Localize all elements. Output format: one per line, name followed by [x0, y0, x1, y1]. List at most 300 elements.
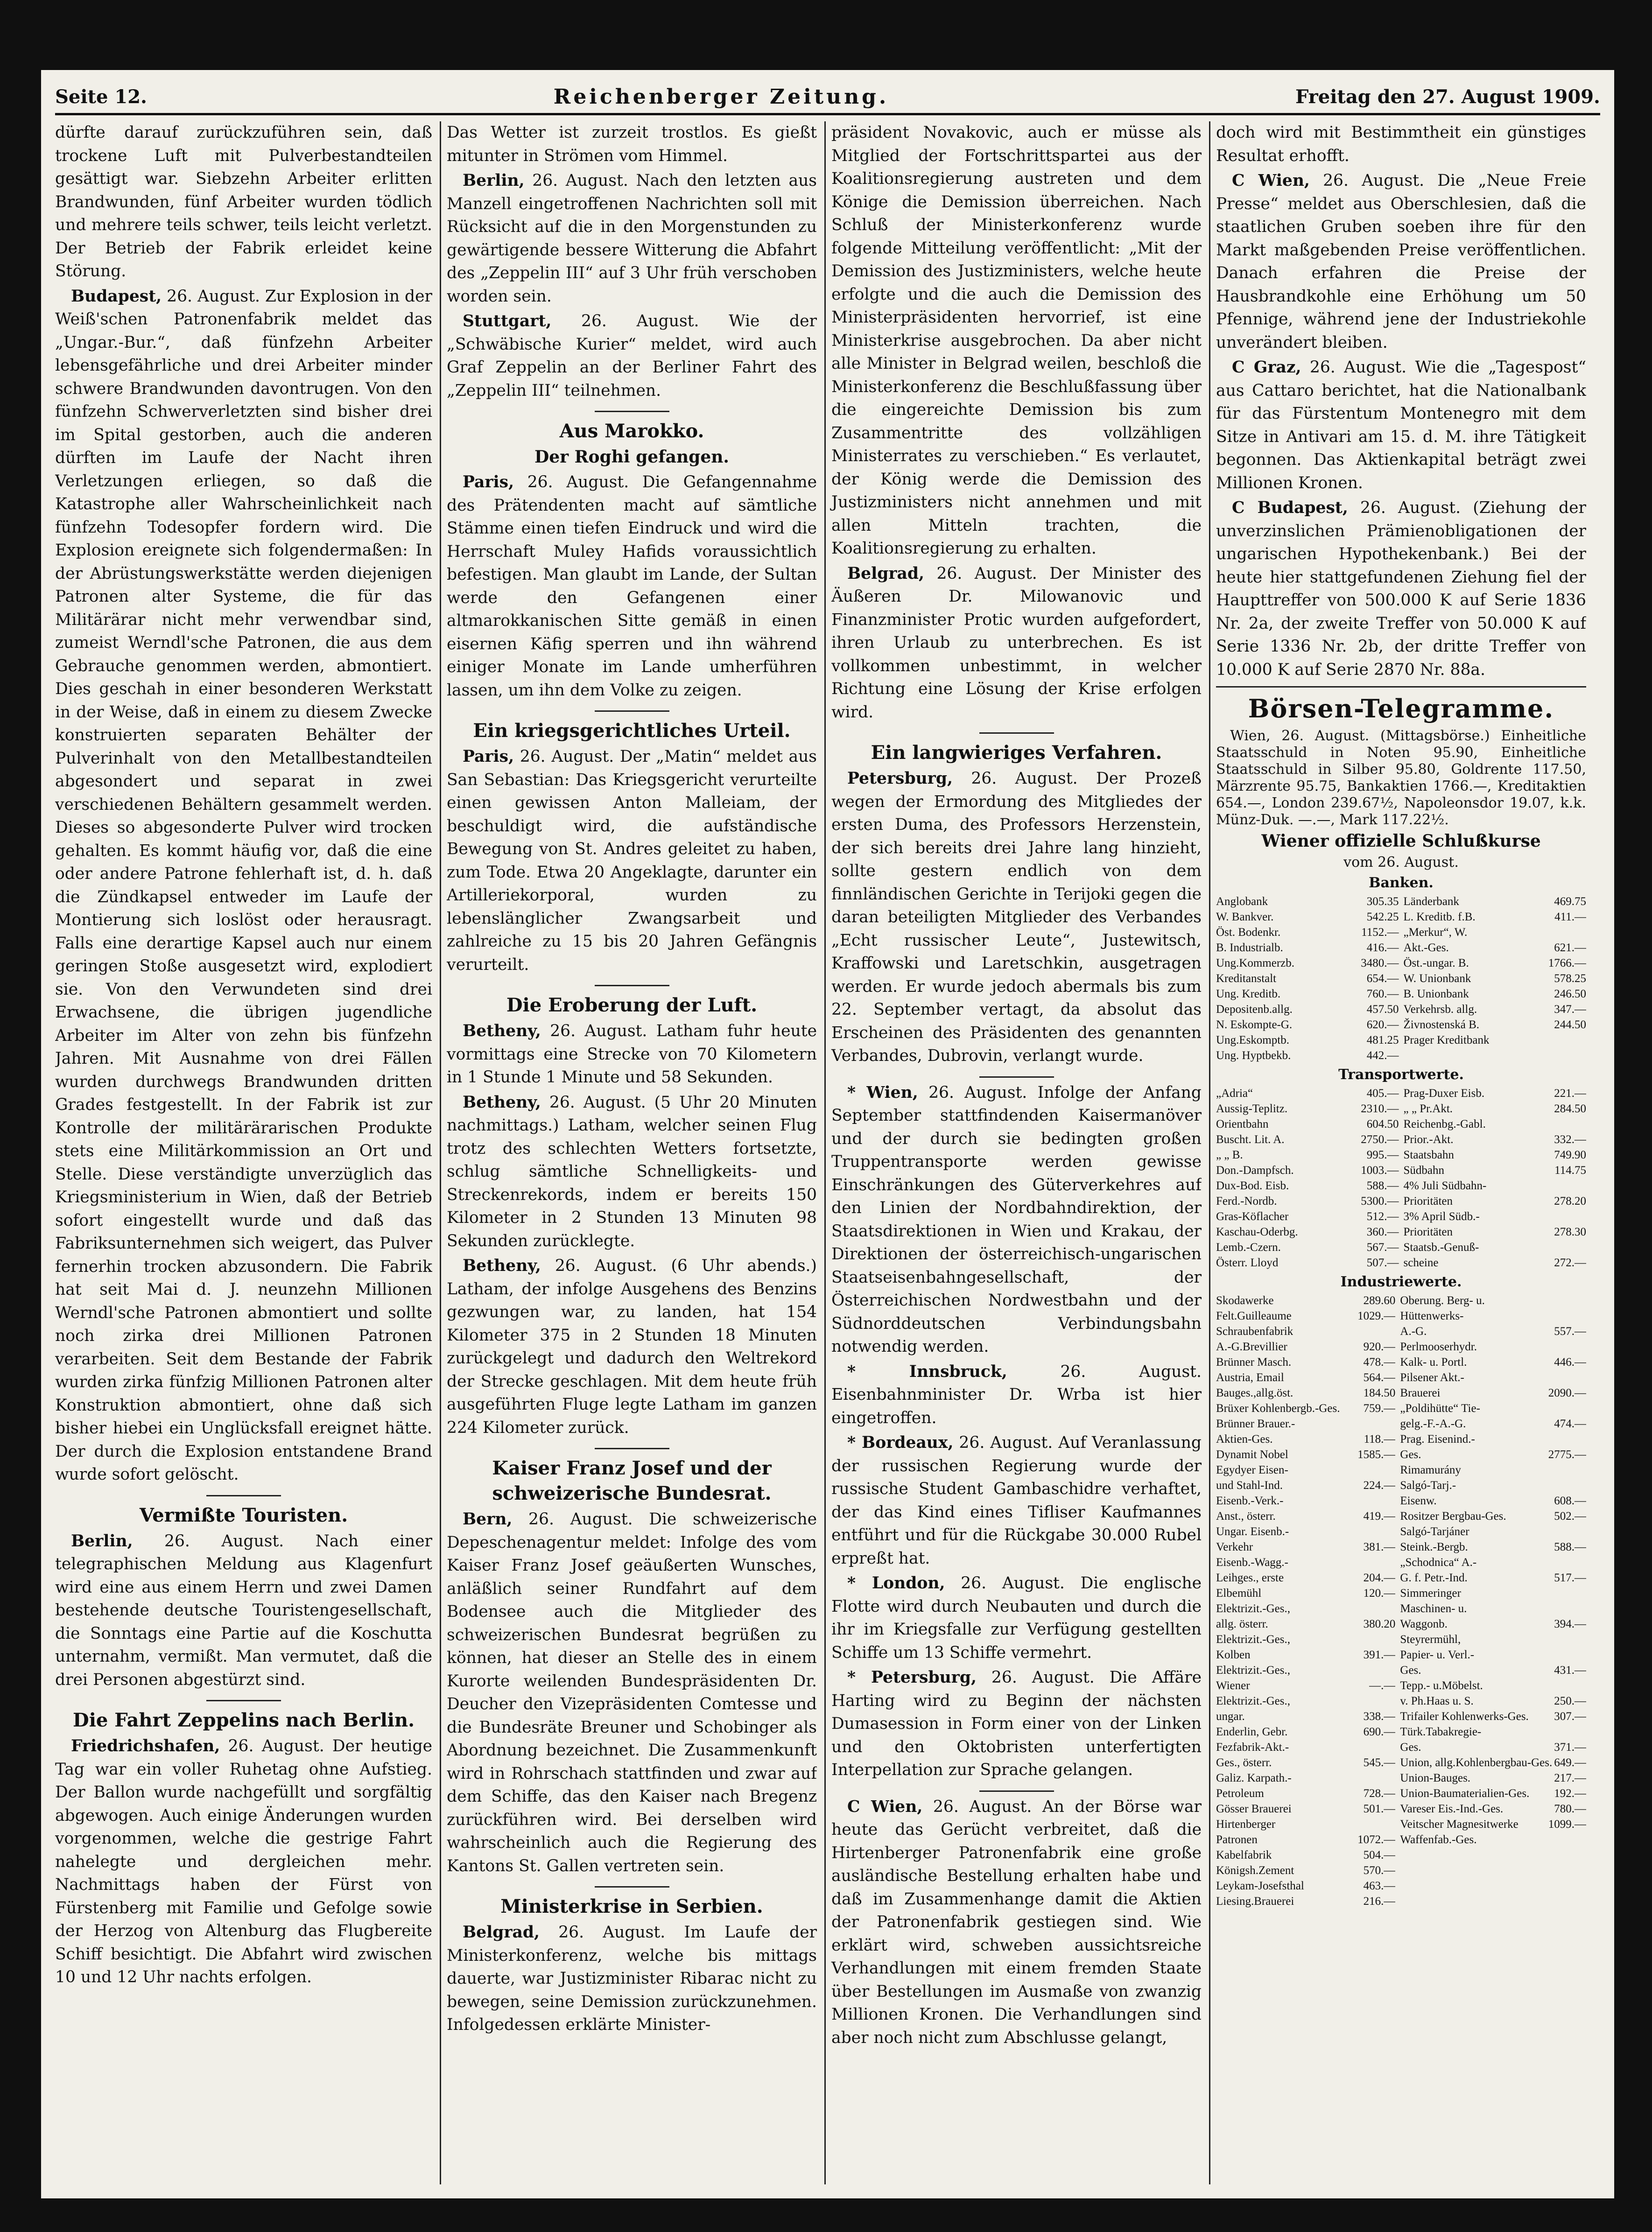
stock-row — [1400, 1570, 1586, 1586]
stock-price: 244.50 — [1554, 1018, 1586, 1031]
page-number: Seite 12. — [55, 85, 147, 108]
stock-row — [1400, 1817, 1586, 1832]
article-paragraph: Belgrad, 26. August. Im Laufe der Ministerkonferenz, welche bis mittags dauerte, war Justizminister Ribarac nicht zu bewegen, seine Demission zurückzunehmen. Infolgedessen erklärte Minister- — [447, 1923, 817, 2034]
stock-price: 604.50 — [1366, 1118, 1399, 1130]
stock-row — [1400, 1308, 1586, 1324]
stock-price: 305.35 — [1366, 895, 1399, 908]
stock-price: 338.— — [1363, 1710, 1396, 1723]
official-quotes-date: vom 26. August. — [1343, 854, 1459, 870]
stock-name: Egydyer Eisen- — [1216, 1464, 1288, 1476]
stock-name: Ung. Kreditb. — [1216, 988, 1281, 1000]
stock-price: —.— — [1369, 1679, 1396, 1692]
stock-price: 3480.— — [1361, 957, 1399, 969]
stock-price — [1584, 1240, 1586, 1255]
stock-row — [1216, 1432, 1395, 1447]
section-rule — [595, 1448, 669, 1449]
article-paragraph: * Innsbruck, 26. August. Eisenbahnminister Dr. Wrba ist hier eingetroffen. — [831, 1362, 1202, 1427]
stock-name: Verkehrsb. allg. — [1403, 1003, 1477, 1016]
stock-row — [1216, 1755, 1395, 1770]
stock-row — [1404, 1178, 1587, 1193]
columns — [55, 121, 1600, 2184]
stock-name: Waggonb. — [1400, 1618, 1448, 1630]
stock-price — [1584, 1432, 1586, 1447]
article-paragraph: * London, 26. August. Die englische Flotte wird durch Neubauten und durch die ihr im Kriegsfalle zur Verfügung gestellten Schiffe um 13 Schiffe vermehrt. — [831, 1574, 1202, 1662]
stock-row — [1216, 1416, 1395, 1432]
stock-price: 371.— — [1554, 1741, 1586, 1754]
stock-name: Öst.-ungar. B. — [1403, 957, 1469, 969]
stock-row — [1216, 1555, 1395, 1570]
stock-row — [1404, 971, 1587, 986]
column-2 — [440, 121, 817, 2184]
stock-row — [1404, 940, 1587, 955]
stock-name: Ferd.-Nordb. — [1216, 1195, 1277, 1207]
article-paragraph: Friedrichshafen, 26. August. Der heutige Tag war ein voller Ruhetag ohne Aufstieg. Der Ballon wurde nachgefüllt und sorgfältig abgewogen. Auch einige Änderungen wurden vorgenommen, welche die gestrige Fahrt nahelegte und dergleichen mehr. Nachmittags haben der Fürst von Fürstenberg mit Familie und Gefolge sowie der Herzog von Altenburg das Flugbereite Schiff besichtigt. Die Abfahrt wird zwischen 10 und 12 Uhr nachts erfolgen. — [55, 1737, 432, 1986]
stock-name: Ungar. Eisenb.- — [1216, 1525, 1289, 1538]
issue-date: Freitag den 27. August 1909. — [1295, 85, 1600, 108]
stock-row — [1216, 1770, 1395, 1786]
stock-price — [1393, 1663, 1395, 1678]
stock-row — [1404, 986, 1587, 1002]
stock-price: 442.— — [1366, 1049, 1399, 1062]
stock-name: Depositenb.allg. — [1216, 1003, 1293, 1016]
stock-row — [1216, 1293, 1395, 1308]
stock-row — [1216, 1832, 1395, 1847]
stock-row — [1404, 1017, 1587, 1032]
stock-price: 557.— — [1554, 1325, 1586, 1338]
stock-row — [1216, 1324, 1395, 1339]
stock-name: Kreditanstalt — [1216, 972, 1277, 985]
stock-price: 217.— — [1554, 1772, 1586, 1784]
stock-row — [1216, 955, 1399, 971]
stock-row — [1216, 1370, 1395, 1385]
stock-row — [1400, 1601, 1586, 1616]
article-paragraph: C Budapest, 26. August. (Ziehung der unverzinslichen Prämienobligationen der ungarischen Hypothekenbank.) Bei der heute hier stattgefundenen Ziehung fiel der Haupttreffer von 500.000 K auf Serie 1836 Nr. 2a, der zweite Treffer von 50.000 K auf Serie 1336 Nr. 2b, der dritte Treffer von 10.000 K auf Serie 2870 Nr. 88a. — [1216, 498, 1586, 679]
stock-row — [1400, 1709, 1586, 1724]
dateline: Berlin, — [71, 1531, 133, 1551]
stock-price: 360.— — [1366, 1226, 1399, 1238]
stock-row — [1400, 1462, 1586, 1478]
stock-row — [1400, 1832, 1586, 1847]
stock-row — [1400, 1724, 1586, 1740]
article-paragraph: Budapest, 26. August. Zur Explosion in der Weiß'schen Patronenfabrik meldet das „Ungar.-Bur.“, daß fünfzehn Arbeiter lebensgefährliche und drei Arbeiter minder schwere Brandwunden davontrugen. Von den fünfzehn Schwerverletzten sind bisher drei im Spital gestorben, auch die anderen dürften im Laufe der Nacht ihren Verletzungen erliegen, so daß die Katastrophe aller Wahrscheinlichkeit nach fünfzehn Todesopfer fordern wird. Die Explosion ereignete sich folgendermaßen: In der Abrüstungswerkstätte werden diejenigen Patronen alter Systeme, die für das Militärärar nicht mehr verwendbar sind, zumeist Werndl'sche Patronen, die aus dem Gebrauche genommen werden, abmontiert. Dies geschah in einer besonderen Werkstatt in der Weise, daß in einem zu diesem Zwecke konstruierten separaten Behälter der Pulverinhalt von den Metallbestandteilen abgesondert und separat in zwei verschiedenen Behältern gesammelt werden. Dieses so abgesonderte Pulver wird trocken gehalten. Es kommt häufig vor, daß die eine oder andere Patrone fehlerhaft ist, d. h. daß die Zündkapsel entweder im Laufe der Montierung sich loslöst oder herausragt. Falls eine derartige Kapsel auch nur einem geringen Stoße ausgesetzt wird, explodiert sie. Von den Verwundeten sind drei Erwachsene, die übrigen jugendliche Arbeiter im Alter von zehn bis fünfzehn Jahren. Mit Ausnahme von drei Fällen wurden durchwegs Brandwunden dritten Grades festgestellt. In der Fabrik ist zur Kontrolle der militärärarischen Produkte stets eine Militärkommission an Ort und Stelle. Diese verständigte unverzüglich das Kriegsministerium in Wien, daß der Betrieb sofort eingestellt wurde und daß das Fabriksunternehmen sich weigert, das Pulver fernerhin trocken abzusondern. Die Fabrik hat seit Mai d. J. neunzehn Millionen Werndl'sche Patronen abmontiert und sollte noch zirka drei Millionen Patronen verarbeiten. Seit dem Bestande der Fabrik wurden zirka fünfzig Millionen Patronen alter Konstruktion abmontiert, ohne daß sich bisher hiebei ein Unglücksfall ereignet hätte. Der durch die Explosion entstandene Brand wurde sofort gelöscht. — [55, 287, 432, 1484]
article-paragraph: C Wien, 26. August. An der Börse war heute das Gerücht verbreitet, daß die Hirtenberger Patronenfabrik eine große ausländische Bestellung erhalten habe und daß im Zusammenhange damit die Aktien der Patronenfabrik gestiegen sind. Wie erklärt wird, schweben aussichtsreiche Verhandlungen mit einem fremden Staate über Bestellungen im Ausmaße von zwanzig Millionen Kronen. Die Verhandlungen sind aber noch nicht zum Abschlusse gelangt, — [831, 1797, 1202, 2047]
dateline: Budapest, — [71, 287, 162, 306]
stock-price: 759.— — [1363, 1402, 1396, 1415]
stock-row — [1216, 1209, 1399, 1224]
stock-name: Wiener — [1216, 1679, 1250, 1692]
stock-row — [1400, 1632, 1586, 1647]
stock-row — [1216, 1308, 1395, 1324]
stock-price — [1393, 1693, 1395, 1709]
stock-name: Lemb.-Czern. — [1216, 1241, 1281, 1254]
stock-name: Trifailer Kohlenwerks-Ges. — [1400, 1710, 1529, 1723]
stock-row — [1404, 894, 1587, 909]
stock-name: Union-Bauges. — [1400, 1772, 1471, 1784]
stock-row — [1216, 1586, 1395, 1601]
stock-row — [1404, 1224, 1587, 1240]
stock-name: Skodawerke — [1216, 1294, 1274, 1307]
section-rule — [979, 732, 1054, 734]
stock-price — [1584, 1632, 1586, 1647]
stock-row — [1216, 925, 1399, 940]
stock-name: Staatsbahn — [1403, 1149, 1454, 1161]
stock-row — [1404, 1116, 1587, 1132]
stock-price — [1393, 1555, 1395, 1570]
stock-price: 431.— — [1554, 1664, 1586, 1677]
stock-price — [1584, 1462, 1586, 1478]
stock-price — [1584, 1586, 1586, 1601]
stock-name: „Merkur“, W. — [1403, 926, 1468, 939]
stock-price: 405.— — [1366, 1087, 1399, 1100]
stock-row — [1404, 1209, 1587, 1224]
stock-row — [1216, 1447, 1395, 1462]
stock-row — [1400, 1355, 1586, 1370]
stock-price — [1584, 1401, 1586, 1416]
stock-row — [1404, 909, 1587, 925]
stock-name: Hirtenberger — [1216, 1818, 1276, 1831]
stock-price — [1584, 1555, 1586, 1570]
official-quotes-title: Wiener offizielle Schlußkurse — [1261, 831, 1541, 851]
stock-row — [1216, 1817, 1395, 1832]
stock-price: 347.— — [1554, 1003, 1586, 1016]
stock-column — [1216, 894, 1399, 1063]
article-paragraph: Das Wetter ist zurzeit trostlos. Es gießt mitunter in Strömen vom Himmel. — [447, 123, 817, 165]
stock-name: allg. österr. — [1216, 1618, 1268, 1630]
stock-category: Industriewerte. — [1340, 1274, 1462, 1290]
stock-name: W. Bankver. — [1216, 911, 1274, 923]
stock-row — [1404, 1147, 1587, 1163]
stock-name: Rimamurány — [1400, 1464, 1461, 1476]
stock-row — [1404, 955, 1587, 971]
stock-name: Tepp.- u.Möbelst. — [1400, 1679, 1483, 1692]
masthead: Reichenberger Zeitung. — [553, 84, 889, 109]
stock-price: 654.— — [1366, 972, 1399, 985]
stock-price: 1003.— — [1361, 1164, 1399, 1177]
stock-price: 289.60 — [1363, 1294, 1396, 1307]
stock-price: 1585.— — [1357, 1448, 1396, 1461]
stock-row — [1404, 1032, 1587, 1048]
dateline: Friedrichshafen, — [71, 1737, 220, 1755]
stock-price: 2750.— — [1361, 1133, 1399, 1146]
stock-name: Schraubenfabrik — [1216, 1325, 1293, 1338]
column-4-articles — [1216, 121, 1586, 681]
stock-name: Ung.Eskomptb. — [1216, 1034, 1289, 1046]
stock-name: Papier- u. Verl.- — [1400, 1649, 1475, 1661]
stock-price: 246.50 — [1554, 988, 1586, 1000]
stock-price — [1584, 1339, 1586, 1355]
stock-row — [1400, 1447, 1586, 1462]
dateline: * Petersburg, — [847, 1668, 977, 1687]
article-heading: Die Eroberung der Luft. — [506, 994, 758, 1016]
dateline: C Graz, — [1232, 358, 1301, 377]
stock-row — [1404, 1101, 1587, 1116]
stock-row — [1216, 1616, 1395, 1632]
stock-name: Kabelfabrik — [1216, 1849, 1272, 1861]
article-paragraph: doch wird mit Bestimmtheit ein günstiges Resultat erhofft. — [1216, 123, 1586, 165]
dateline: C Budapest, — [1232, 498, 1348, 517]
stock-name: Eisenw. — [1400, 1495, 1437, 1507]
stock-name: G. f. Petr.-Ind. — [1400, 1572, 1468, 1584]
stock-row — [1400, 1524, 1586, 1539]
stock-row — [1400, 1493, 1586, 1509]
stock-row — [1216, 1632, 1395, 1647]
dateline: Betheny, — [463, 1022, 541, 1040]
stock-row — [1216, 909, 1399, 925]
stock-row — [1216, 1740, 1395, 1755]
dateline: Betheny, — [463, 1093, 541, 1112]
stock-price — [1584, 925, 1586, 940]
stock-name: Ges. — [1400, 1741, 1421, 1754]
stock-price: 224.— — [1363, 1479, 1396, 1492]
stock-price — [1584, 1601, 1586, 1616]
stock-row — [1400, 1385, 1586, 1401]
stock-name: Union-Baumaterialien-Ges. — [1400, 1787, 1530, 1800]
stock-sections — [1216, 874, 1586, 1909]
stock-price — [1393, 1740, 1395, 1755]
stock-category: Transportwerte. — [1338, 1067, 1464, 1083]
stock-price — [1584, 1209, 1586, 1224]
stock-price: 507.— — [1366, 1256, 1399, 1269]
stock-name: Enderlin, Gebr. — [1216, 1726, 1288, 1738]
stock-name: Österr. Lloyd — [1216, 1256, 1279, 1269]
stock-row — [1216, 1801, 1395, 1817]
stock-row — [1216, 1493, 1395, 1509]
stock-price — [1393, 1632, 1395, 1647]
stock-category: Banken. — [1369, 875, 1434, 891]
dateline: C Wien, — [1232, 171, 1310, 190]
stock-price — [1584, 1308, 1586, 1324]
stock-name: „Schodnica“ A.- — [1400, 1556, 1477, 1569]
section-rule — [979, 1790, 1054, 1792]
section-rule — [595, 411, 669, 412]
stock-name: ungar. — [1216, 1710, 1245, 1723]
stock-row — [1216, 1678, 1395, 1693]
column-3 — [824, 121, 1202, 2184]
stock-row — [1404, 1002, 1587, 1017]
stock-row — [1216, 971, 1399, 986]
stock-name: Ges. — [1400, 1664, 1421, 1677]
stock-name: Dux-Bod. Eisb. — [1216, 1179, 1289, 1192]
dateline: Stuttgart, — [463, 312, 552, 330]
column-4 — [1209, 121, 1586, 2184]
stock-name: Brauerei — [1400, 1387, 1441, 1399]
stock-price: 542.25 — [1366, 911, 1399, 923]
stock-name: Leihges., erste — [1216, 1572, 1284, 1584]
article-paragraph: Betheny, 26. August. (6 Uhr abends.) Latham, der infolge Ausgehens des Benzins gezwungen war, zu landen, hat 154 Kilometer 375 in 2 Stunden 18 Minuten zurückgelegt und dadurch den Weltrekord der Strecke geschlagen. Mit dem heute früh ausgeführten Fluge legte Latham im ganzen 224 Kilometer zurück. — [447, 1256, 817, 1437]
stock-row — [1216, 1647, 1395, 1663]
stock-row — [1400, 1801, 1586, 1817]
stock-row — [1400, 1478, 1586, 1493]
stock-price: 995.— — [1366, 1149, 1399, 1161]
stock-name: Elektrizit.-Ges., — [1216, 1633, 1290, 1646]
stock-name: Liesing.Brauerei — [1216, 1895, 1294, 1908]
stock-row — [1216, 1002, 1399, 1017]
stock-name: Gösser Brauerei — [1216, 1803, 1292, 1815]
stock-name: Austria, Email — [1216, 1371, 1284, 1384]
article-paragraph: Bern, 26. August. Die schweizerische Depeschenagentur meldet: Infolge des vom Kaiser Franz Josef geäußerten Wunsches, anläßlich seiner Rundfahrt auf dem Bodensee auch die Mitglieder des schweizerischen Bundesrat begrüßen zu können, hat dieser an Stelle des in einem Kurorte weilenden Bundespräsidenten Dr. Deucher den Vizepräsidenten Comtesse und die Bundesräte Breuner und Schobinger als Abordnung bezeichnet. Die Zusammenkunft wird in Rohrschach stattfinden und zwar auf dem Schiffe, das den Kaiser nach Bregenz zurückführen wird. Bei derselben wird wahrscheinlich auch die Regierung des Kantons St. Gallen vertreten sein. — [447, 1510, 817, 1875]
stock-price — [1584, 1832, 1586, 1847]
stock-column — [1216, 1086, 1399, 1270]
article-paragraph: Stuttgart, 26. August. Wie der „Schwäbische Kurier“ meldet, wird auch Graf Zeppelin an der Berliner Fahrt des „Zeppelin III“ teilnehmen. — [447, 312, 817, 400]
stock-row — [1400, 1555, 1586, 1570]
stock-row — [1400, 1509, 1586, 1524]
stock-row — [1216, 1847, 1395, 1863]
stock-price: 457.50 — [1366, 1003, 1399, 1016]
stock-row — [1216, 1863, 1395, 1878]
stock-name: Prioritäten — [1403, 1195, 1453, 1207]
stock-price — [1393, 1416, 1395, 1432]
article-paragraph: Paris, 26. August. Die Gefangennahme des Prätendenten macht auf sämtliche Stämme einen tiefen Eindruck und wird die Herrschaft Muley Hafids voraussichtlich befestigen. Man glaubt im Lande, der Sultan werde den Gefangenen einer altmarokkanischen Sitte gemäß in einen eisernen Käfig sperren und ihn während einiger Monate im Lande umherführen lassen, um ihn dem Volke zu zeigen. — [447, 473, 817, 700]
stock-name: Steink.-Bergb. — [1400, 1541, 1468, 1553]
stock-name: Staatsb.-Genuß- — [1403, 1241, 1479, 1254]
stock-price: 118.— — [1364, 1433, 1396, 1446]
stock-name: Živnostenská B. — [1403, 1018, 1479, 1031]
dateline: * Bordeaux, — [847, 1433, 954, 1452]
stock-price — [1393, 1770, 1395, 1786]
dateline: * London, — [847, 1574, 945, 1593]
stock-name: Ung.Kommerzb. — [1216, 957, 1295, 969]
stock-name: N. Eskompte-G. — [1216, 1018, 1293, 1031]
stock-price: 278.20 — [1554, 1195, 1586, 1207]
stock-row — [1400, 1693, 1586, 1709]
stock-name: Öst. Bodenkr. — [1216, 926, 1281, 939]
stock-price: 216.— — [1363, 1895, 1396, 1908]
dateline: Berlin, — [463, 171, 525, 190]
stock-row — [1400, 1755, 1586, 1770]
stock-name: Petroleum — [1216, 1787, 1264, 1800]
stock-row — [1216, 1224, 1399, 1240]
dateline: * Wien, — [847, 1083, 918, 1102]
article-paragraph: Petersburg, 26. August. Der Prozeß wegen der Ermordung des Mitgliedes der ersten Duma, des Professors Herzenstein, der sich bereits drei Jahre lang hinzieht, sollte gestern endlich von dem finnländischen Gerichte in Terijoki gegen die daran beteiligten Mitglieder des Verbandes „Echt russischer Leute“, Justewitsch, Kraffowski und Laretschkin, ausgetragen werden. Er wurde jedoch abermals bis zum 22. September vertagt, da absolut das Erscheinen des Präsidenten des genannten Verbandes, Dubrovin, verlangt wurde. — [831, 769, 1202, 1065]
article-heading: Ein kriegsgerichtliches Urteil. — [473, 720, 791, 742]
stock-name: Akt.-Ges. — [1403, 941, 1449, 954]
stock-name: Prager Kreditbank — [1403, 1034, 1490, 1046]
stock-price: 749.90 — [1554, 1149, 1586, 1161]
article-paragraph: Betheny, 26. August. (5 Uhr 20 Minuten nachmittags.) Latham, welcher seinen Flug trotz des schlechten Wetters fortsetzte, schlug sämtliche Schnelligkeits- und Streckenrekords, indem er bereits 150 Kilometer in 2 Stunden 13 Minuten 98 Sekunden zurücklegte. — [447, 1093, 817, 1250]
stock-name: Leykam-Josefsthal — [1216, 1880, 1304, 1892]
divider — [1216, 686, 1586, 688]
stock-name: Simmeringer — [1400, 1587, 1461, 1600]
stock-row — [1216, 1786, 1395, 1801]
stock-row — [1216, 1539, 1395, 1555]
stock-name: Kalk- u. Portl. — [1400, 1356, 1467, 1369]
stock-name: Kaschau-Oderbg. — [1216, 1226, 1298, 1238]
dateline: C Wien, — [847, 1797, 923, 1816]
dateline: Petersburg, — [847, 769, 953, 788]
stock-row — [1216, 1178, 1399, 1193]
stock-price: 204.— — [1363, 1572, 1396, 1584]
stock-price — [1584, 1478, 1586, 1493]
stock-price: 570.— — [1363, 1864, 1396, 1877]
article-heading: Kaiser Franz Josef und der schweizerische Bundesrat. — [492, 1457, 772, 1504]
article-paragraph: Paris, 26. August. Der „Matin“ meldet aus San Sebastian: Das Kriegsgericht verurteilte einen gewissen Anton Malleiam, der beschuldigt wird, die aufständische Bewegung von St. Andres geleitet zu haben, zum Tode. Etwa 20 Angeklagte, darunter ein Artilleriekorporal, wurden zu lebenslänglicher Zwangsarbeit und zahlreiche zu 15 bis 20 Jahren Gefängnis verurteilt. — [447, 747, 817, 974]
stock-price: 278.30 — [1554, 1226, 1586, 1238]
stock-price: 690.— — [1363, 1726, 1396, 1738]
stock-row — [1400, 1678, 1586, 1693]
article-heading: Vermißte Touristen. — [139, 1504, 348, 1526]
stock-price: 416.— — [1366, 941, 1399, 954]
stock-row — [1216, 1193, 1399, 1209]
stock-name: Eisenb.-Wagg.- — [1216, 1556, 1288, 1569]
stock-name: Brünner Masch. — [1216, 1356, 1292, 1369]
stock-price: 284.50 — [1554, 1102, 1586, 1115]
dateline: * Innsbruck, — [847, 1362, 1007, 1381]
stock-row — [1216, 1355, 1395, 1370]
stock-price: 272.— — [1554, 1256, 1586, 1269]
stock-column — [1216, 1293, 1395, 1909]
stock-price: 608.— — [1554, 1495, 1586, 1507]
article-paragraph: * Wien, 26. August. Infolge der Anfang September stattfindenden Kaisermanöver und der durch sie bedingten großen Truppentransporte werden gewisse Einschränkungen des Güterverkehres auf den Linien der Nordbahndirektion, der Staatsdirektionen in Wien und Krakau, der Direktionen der österreichisch-ungarischen Staatseisenbahngesellschaft, der Österreichischen Nordwestbahn und der Südnorddeutschen Verbindungsbahn notwendig werden. — [831, 1083, 1202, 1356]
boerse-title: Börsen-Telegramme. — [1248, 694, 1554, 723]
article-subheading: Der Roghi gefangen. — [534, 447, 729, 467]
stock-name: v. Ph.Haas u. S. — [1400, 1695, 1474, 1707]
article-paragraph: dürfte darauf zurückzuführen sein, daß trockene Luft mit Pulverbestandteilen gesättigt war. Siebzehn Arbeiter erlitten Brandwunden, fünf Arbeiter wurden tödlich und mehrere teils schwer, teils leicht verletzt. Der Betrieb der Fabrik erleidet keine Störung. — [55, 123, 432, 281]
stock-name: gelg.-F.-A.-G. — [1400, 1418, 1466, 1430]
stock-name: Kolben — [1216, 1649, 1251, 1661]
stock-name: Brüxer Kohlenbergb.-Ges. — [1216, 1402, 1340, 1415]
stock-name: Salgó-Tarjáner — [1400, 1525, 1469, 1538]
stock-price: 649.— — [1554, 1756, 1586, 1769]
stock-price: 221.— — [1554, 1087, 1586, 1100]
stock-price: 411.— — [1554, 911, 1586, 923]
stock-name: Elektrizit.-Ges., — [1216, 1695, 1290, 1707]
stock-name: Vareser Eis.-Ind.-Ges. — [1400, 1803, 1504, 1815]
stock-name: Felt.Guilleaume — [1216, 1310, 1292, 1322]
article-paragraph: Berlin, 26. August. Nach einer telegraphischen Meldung aus Klagenfurt wird eine aus einem Herrn und zwei Damen bestehende deutsche Touristengesellschaft, die Sonntags eine Partie auf die Koschutta unternahm, vermißt. Man vermutet, daß die drei Personen abgestürzt sind. — [55, 1531, 432, 1689]
stock-row — [1216, 1101, 1399, 1116]
stock-row — [1400, 1539, 1586, 1555]
article-paragraph: Betheny, 26. August. Latham fuhr heute vormittags eine Strecke von 70 Kilometern in 1 Stunde 1 Minute und 58 Sekunden. — [447, 1022, 817, 1087]
stock-row — [1216, 894, 1399, 909]
stock-row — [1400, 1339, 1586, 1355]
stock-price: 504.— — [1363, 1849, 1396, 1861]
stock-row — [1216, 1693, 1395, 1709]
stock-price: 446.— — [1554, 1356, 1586, 1369]
dateline: Belgrad, — [847, 564, 925, 583]
stock-row — [1216, 1017, 1399, 1032]
stock-price: 2310.— — [1361, 1102, 1399, 1115]
stock-name: Galiz. Karpath.- — [1216, 1772, 1292, 1784]
stock-price — [1393, 1601, 1395, 1616]
stock-name: Brünner Brauer.- — [1216, 1418, 1295, 1430]
stock-price: 307.— — [1554, 1710, 1586, 1723]
stock-name: Türk.Tabakregie- — [1400, 1726, 1482, 1738]
stock-table — [1216, 1086, 1586, 1270]
stock-price — [1584, 1032, 1586, 1048]
stock-price: 1072.— — [1357, 1833, 1396, 1846]
stock-name: Aktien-Ges. — [1216, 1433, 1273, 1446]
stock-price — [1584, 1524, 1586, 1539]
stock-name: Reichenbg.-Gabl. — [1403, 1118, 1486, 1130]
stock-name: Länderbank — [1403, 895, 1459, 908]
stock-row — [1216, 1894, 1395, 1909]
stock-price: 501.— — [1363, 1803, 1396, 1815]
stock-price: 481.25 — [1366, 1034, 1399, 1046]
stock-name: „ „ Pr.Akt. — [1403, 1102, 1453, 1115]
dateline: Paris, — [463, 747, 514, 766]
stock-name: Dynamit Nobel — [1216, 1448, 1288, 1461]
stock-row — [1404, 1163, 1587, 1178]
stock-price: 588.— — [1366, 1179, 1399, 1192]
stock-price: 184.50 — [1363, 1387, 1396, 1399]
stock-name: Prag-Duxer Eisb. — [1403, 1087, 1485, 1100]
stock-price: 564.— — [1363, 1371, 1396, 1384]
stock-row — [1216, 1509, 1395, 1524]
stock-price: 419.— — [1363, 1510, 1396, 1523]
stock-column — [1404, 894, 1587, 1063]
stock-price — [1584, 1370, 1586, 1385]
stock-name: Ges., österr. — [1216, 1756, 1272, 1769]
